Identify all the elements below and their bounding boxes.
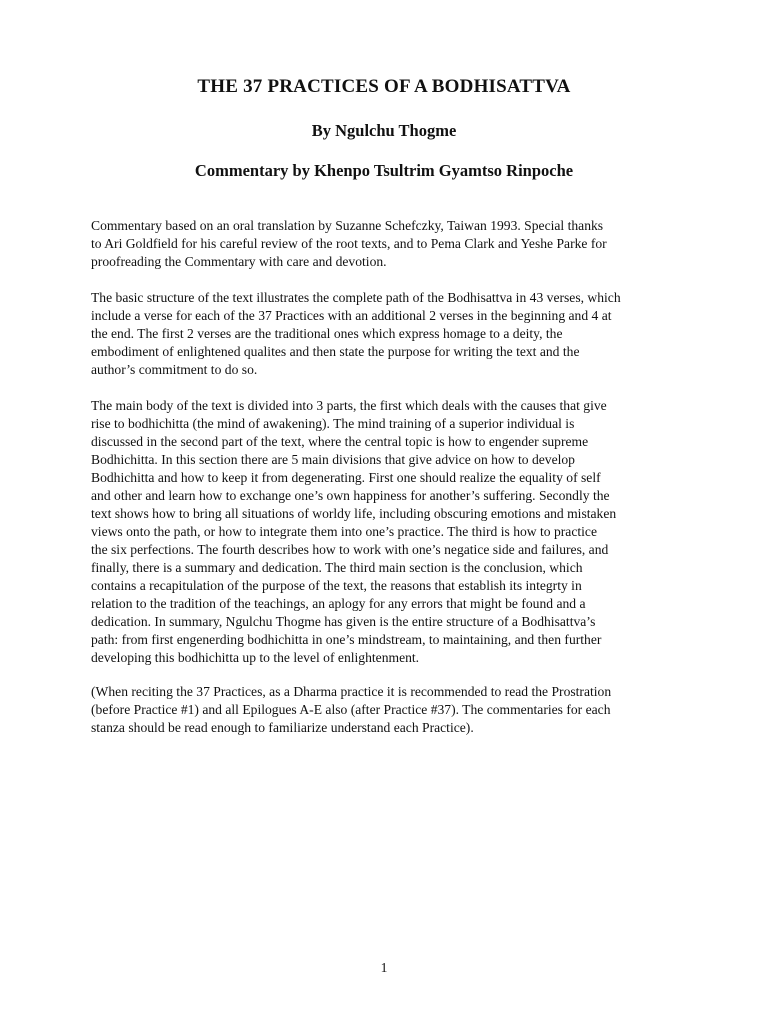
text-line: to Ari Goldfield for his careful review of the root texts, and to Pema Clark and Yeshe Parke for	[91, 236, 607, 251]
text-line: The main body of the text is divided into 3 parts, the first which deals with the causes that give	[91, 398, 607, 413]
text-line: author’s commitment to do so.	[91, 362, 258, 377]
acknowledgement-paragraph	[91, 217, 691, 271]
text-line: Commentary based on an oral translation by Suzanne Schefczky, Taiwan 1993. Special thanks	[91, 218, 604, 233]
text-line: finally, there is a summary and dedication. The third main section is the conclusion, which	[91, 560, 583, 575]
text-line: proofreading the Commentary with care and devotion.	[91, 254, 387, 269]
text-line: relation to the tradition of the teachings, an aplogy for any errors that might be found and a	[91, 596, 586, 611]
text-line: the six perfections. The fourth describes how to work with one’s negatice side and failures, and	[91, 542, 609, 557]
page-number: 1	[380, 960, 388, 975]
text-line: Bodhichitta and how to keep it from degenerating. First one should realize the equality of self	[91, 470, 601, 485]
text-line: rise to bodhichitta (the mind of awakening). The mind training of a superior individual is	[91, 416, 575, 431]
document-title: THE 37 PRACTICES OF A BODHISATTVA	[197, 76, 571, 97]
text-line: and other and learn how to exchange one’s own happiness for another’s suffering. Secondly the	[91, 488, 610, 503]
text-line: include a verse for each of the 37 Practices with an additional 2 verses in the beginning and 4 at	[91, 308, 612, 323]
text-line: text shows how to bring all situations of worldy life, including obscuring emotions and mistaken	[91, 506, 617, 521]
text-line: embodiment of enlightened qualites and then state the purpose for writing the text and the	[91, 344, 580, 359]
text-line: path: from first engenerding bodhichitta in one’s mindstream, to maintaining, and then further	[91, 632, 602, 647]
text-line: the end. The first 2 verses are the traditional ones which express homage to a deity, the	[91, 326, 563, 341]
text-line: contains a recapitulation of the purpose of the text, the reasons that establish its integrty in	[91, 578, 582, 593]
text-line: (before Practice #1) and all Epilogues A-E also (after Practice #37). The commentaries for each	[91, 702, 611, 717]
text-line: views onto the path, or how to integrate them into one’s practice. The third is how to practice	[91, 524, 597, 539]
commentator-line: Commentary by Khenpo Tsultrim Gyamtso Rinpoche	[194, 161, 574, 180]
text-line: stanza should be read enough to familiarize understand each Practice).	[91, 720, 474, 735]
recitation-note-paragraph	[91, 683, 691, 737]
text-line: (When reciting the 37 Practices, as a Dharma practice it is recommended to read the Prostration	[91, 684, 612, 699]
main-body-paragraph	[91, 397, 691, 667]
text-line: developing this bodhichitta up to the level of enlightenment.	[91, 650, 420, 665]
text-line: The basic structure of the text illustrates the complete path of the Bodhisattva in 43 verses, which	[91, 290, 621, 305]
structure-paragraph	[91, 289, 691, 379]
author-line: By Ngulchu Thogme	[311, 121, 457, 140]
text-line: dedication. In summary, Ngulchu Thogme has given is the entire structure of a Bodhisattva’s	[91, 614, 596, 629]
text-line: Bodhichitta. In this section there are 5 main divisions that give advice on how to develop	[91, 452, 575, 467]
text-line: discussed in the second part of the text, where the central topic is how to engender supreme	[91, 434, 589, 449]
